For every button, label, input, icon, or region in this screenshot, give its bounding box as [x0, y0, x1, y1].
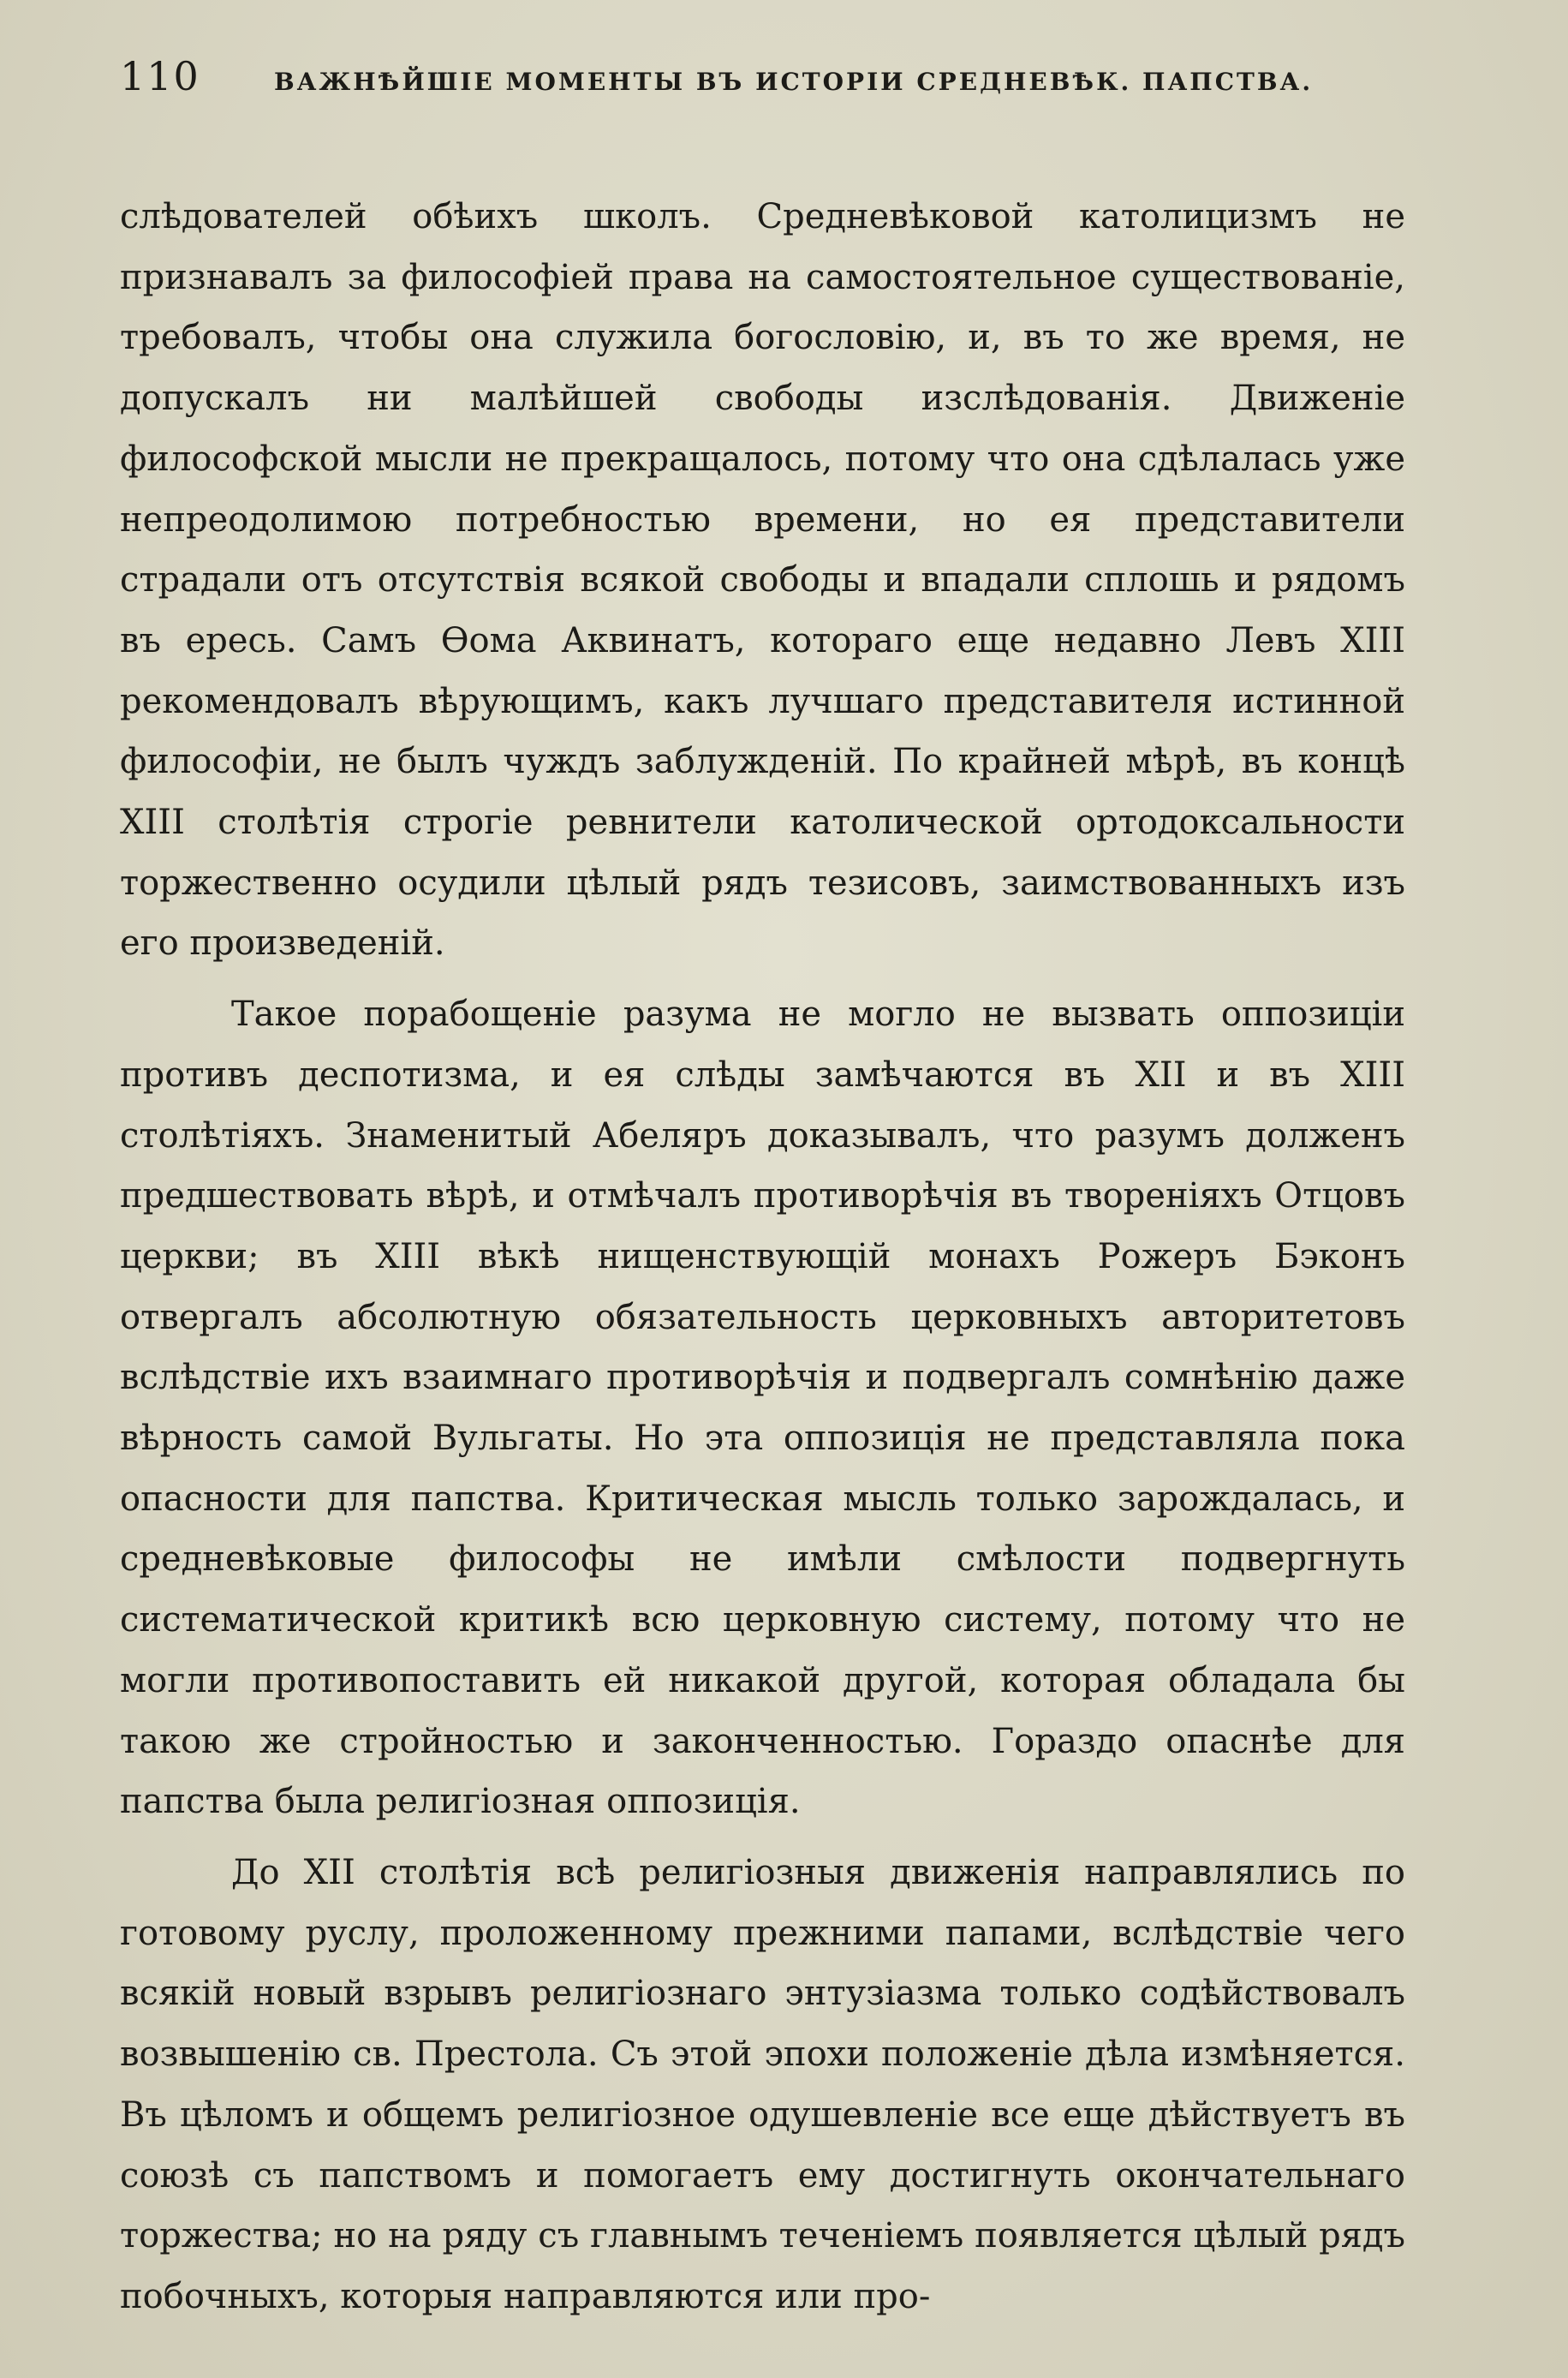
paragraph-2: Такое порабощеніе разума не могло не вызвать оппозиціи противъ деспотизма, и ея слѣды замѣчаются въ XII и въ XIII столѣтіяхъ. Знаменитый Абеляръ доказывалъ, что разумъ долженъ предшествовать вѣрѣ, и отмѣчалъ противорѣчія въ твореніяхъ Отцовъ церкви; въ XIII вѣкѣ нищенствующій монахъ Рожеръ Бэконъ отвергалъ абсолютную обязательность церковныхъ авторитетовъ вслѣдствіе ихъ взаимнаго противорѣчія и подвергалъ сомнѣнію даже вѣрность самой Вульгаты. Но эта оппозиція не представляла пока опасности для папства. Критическая мысль только зарождалась, и средневѣковые философы не имѣли смѣлости подвергнуть систематической критикѣ всю церковную систему, потому что не могли противопоставить ей никакой другой, которая обладала бы такою же стройностью и законченностью. Гораздо опаснѣе для папства была религіозная оппозиція. — [120, 995, 1405, 1822]
paragraph-1: слѣдователей обѣихъ школъ. Средневѣковой католицизмъ не признавалъ за философіей права на самостоятельное существованіе, требовалъ, чтобы она служила богословію, и, въ то же время, не допускалъ ни малѣйшей свободы изслѣдованія. Движеніе философской мысли не прекращалось, потому что она сдѣлалась уже непреодолимою потребностью времени, но ея представители страдали отъ отсутствія всякой свободы и впадали сплошь и рядомъ въ ересь. Самъ Ѳома Аквинатъ, котораго еще недавно Левъ XIII рекомендовалъ вѣрующимъ, какъ лучшаго представителя истинной философіи, не былъ чуждъ заблужденій. По крайней мѣрѣ, въ концѣ XIII столѣтія строгіе ревнители католической ортодоксальности торжественно осудили цѣлый рядъ тезисовъ, заимствованныхъ изъ его произведеній. — [120, 197, 1405, 964]
paragraph-3: До XII столѣтія всѣ религіозныя движенія направлялись по готовому руслу, проложенному прежними папами, вслѣдствіе чего всякій новый взрывъ религіознаго энтузіазма только содѣйствовалъ возвышенію св. Престола. Съ этой эпохи положеніе дѣла измѣняется. Въ цѣломъ и общемъ религіозное одушевленіе все еще дѣйствуетъ въ союзѣ съ папствомъ и помогаетъ ему достигнуть окончательнаго торжества; но на ряду съ главнымъ теченіемъ появляется цѣлый рядъ побочныхъ, которыя направляются или про- — [120, 1852, 1405, 2316]
running-head — [120, 53, 1405, 113]
body-text — [120, 187, 1405, 2327]
running-title: ВАЖНѢЙШІЕ МОМЕНТЫ ВЪ ИСТОРІИ СРЕДНЕВѢК. ПАПСТВА. — [274, 68, 1314, 96]
page-number: 110 — [120, 53, 200, 99]
